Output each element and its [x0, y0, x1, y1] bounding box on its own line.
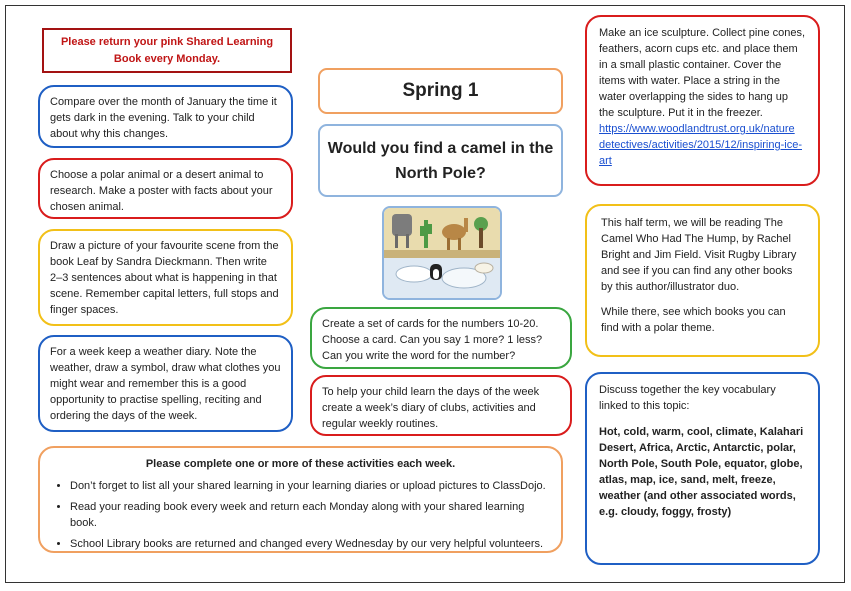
- activity-number-cards: [310, 307, 572, 369]
- activity-text: Make an ice sculpture. Collect pine cones, feathers, acorn cups etc. and place them in a small plastic container. Cover the items with water. Place a string in the water overlapping the sides to hang up the sculpture. Put it in the freezer.: [599, 27, 806, 119]
- activity-text: Compare over the month of January the time it gets dark in the evening. Talk to your child about why this changes.: [50, 96, 277, 140]
- page-title: Spring 1: [318, 68, 563, 114]
- activity-text: Choose a polar animal or a desert animal to research. Make a poster with facts about your chosen animal.: [50, 169, 273, 213]
- instruction-item: • School Library books are returned and changed every Wednesday by our very helpful volunteers.: [70, 536, 549, 552]
- activity-polar-animal: [38, 158, 293, 219]
- activity-january-dark: [38, 85, 293, 148]
- activity-weather-diary: [38, 335, 293, 432]
- activity-days-diary: [310, 375, 572, 436]
- activity-text: Draw a picture of your favourite scene from the book Leaf by Sandra Dieckmann. Then write 2–3 sentences about what is happening in that scene. Remember capital letters, full stops and finger spaces.: [50, 240, 279, 316]
- return-book-notice: [42, 28, 292, 73]
- key-vocabulary: [585, 372, 820, 565]
- activity-reading: [585, 204, 820, 357]
- vocab-intro: Discuss together the key vocabulary linked to this topic:: [599, 384, 776, 412]
- instructions-title: Please complete one or more of these activities each week.: [145, 458, 456, 470]
- activity-text: For a week keep a weather diary. Note the weather, draw a symbol, draw what clothes you might wear and remember this is a good opportunity to practise spelling, reciting and ordering the days of the week.: [50, 346, 281, 422]
- activity-text: To help your child learn the days of the week create a week’s diary of clubs, activities and regular weekly routines.: [322, 386, 540, 430]
- activity-ice-sculpture: [585, 15, 820, 186]
- weekly-instructions: [38, 446, 563, 553]
- topic-question: Would you find a camel in the North Pole?: [318, 124, 563, 197]
- notice-text: Please return your pink Shared Learning Book every Monday.: [60, 36, 274, 65]
- woodland-trust-link[interactable]: https://www.woodlandtrust.org.uk/nature detectives/activities/2015/12/inspiring-ice-art: [599, 123, 802, 167]
- vocab-words: Hot, cold, warm, cool, climate, Kalahari Desert, Africa, Arctic, Antarctic, polar, North Pole, South Pole, equator, globe, atlas, map, ice, sand, melt, freeze, weather (and other associated words, e.g. cloudy, foggy, frosty): [599, 426, 804, 518]
- instruction-item: • Don’t forget to list all your shared learning in your learning diaries or upload pictures to ClassDojo.: [70, 478, 549, 494]
- activity-text: Create a set of cards for the numbers 10-20. Choose a card. Can you say 1 more? 1 less? Can you write the word for the number?: [322, 318, 543, 362]
- instructions-list: [52, 478, 549, 552]
- activity-leaf-drawing: [38, 229, 293, 326]
- instruction-item: • Read your reading book every week and return each Monday along with your shared learning book.: [70, 499, 549, 531]
- reading-polar-text: While there, see which books you can find with a polar theme.: [601, 306, 786, 334]
- reading-text: This half term, we will be reading The Camel Who Had The Hump, by Rachel Bright and Jim Field. Visit Rugby Library and see if you can find any other books by this author/illustrator duo.: [601, 217, 797, 293]
- camel-polar-illustration: [382, 206, 502, 300]
